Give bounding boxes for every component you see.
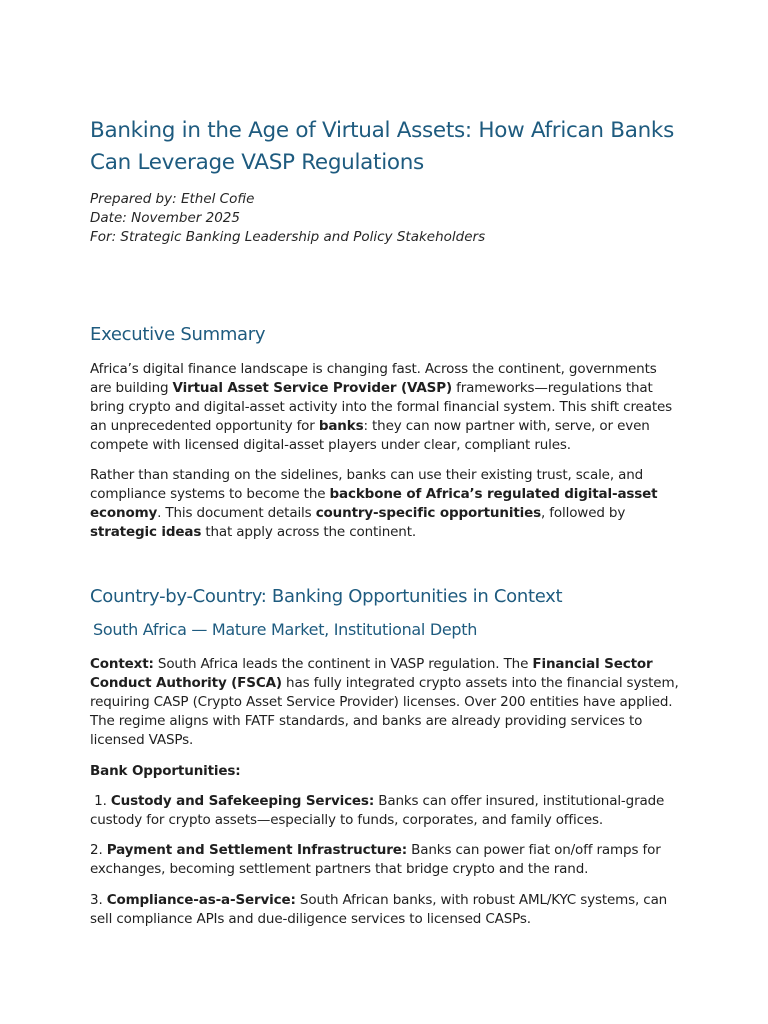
opportunity-item: 3. Compliance-as-a-Service: South African banks, with robust AML/KYC systems, can sell compliance APIs and due-diligence services to licensed CASPs. xyxy=(90,892,668,927)
document-meta xyxy=(90,190,690,247)
opportunity-item: 2. Payment and Settlement Infrastructure: Banks can power fiat on/off ramps for exchanges, becoming settlement partners that bridge crypto and the rand. xyxy=(90,842,661,877)
country-section-heading: Country-by-Country: Banking Opportunities in Context xyxy=(90,586,563,607)
bank-opportunities-label: Bank Opportunities: xyxy=(90,763,241,779)
exec-summary-paragraph-2: Rather than standing on the sidelines, banks can use their existing trust, scale, and compliance systems to become the backbone of Africa’s regulated digital-asset economy. This document details country-specific opportunities, followed by strategic ideas that apply across the continent. xyxy=(90,467,658,540)
south-africa-context: Context: South Africa leads the continent in VASP regulation. The Financial Sector Conduct Authority (FSCA) has fully integrated crypto assets into the financial system, requiring CASP (Crypto Asset Service Provider) licenses. Over 200 entities have applied. The regime aligns with FATF standards, and banks are already providing services to licensed VASPs. xyxy=(90,656,679,748)
document-date: Date: November 2025 xyxy=(90,210,240,226)
document-title: Banking in the Age of Virtual Assets: How African Banks Can Leverage VASP Regulations xyxy=(90,118,674,175)
document-audience: For: Strategic Banking Leadership and Policy Stakeholders xyxy=(90,229,486,245)
executive-summary-heading: Executive Summary xyxy=(90,324,266,345)
exec-summary-paragraph-1: Africa’s digital finance landscape is changing fast. Across the continent, governments are building Virtual Asset Service Provider (VASP) frameworks—regulations that bring crypto and digital-asset activity into the formal financial system. This shift creates an unprecedented opportunity for banks: they can now partner with, serve, or even compete with licensed digital-asset players under clear, compliant rules. xyxy=(90,361,673,453)
opportunity-item: 1. Custody and Safekeeping Services: Banks can offer insured, institutional-grade custody for crypto assets—especially to funds, corporates, and family offices. xyxy=(90,793,665,828)
prepared-by: Prepared by: Ethel Cofie xyxy=(90,191,255,207)
south-africa-heading: South Africa — Mature Market, Institutional Depth xyxy=(93,620,478,639)
